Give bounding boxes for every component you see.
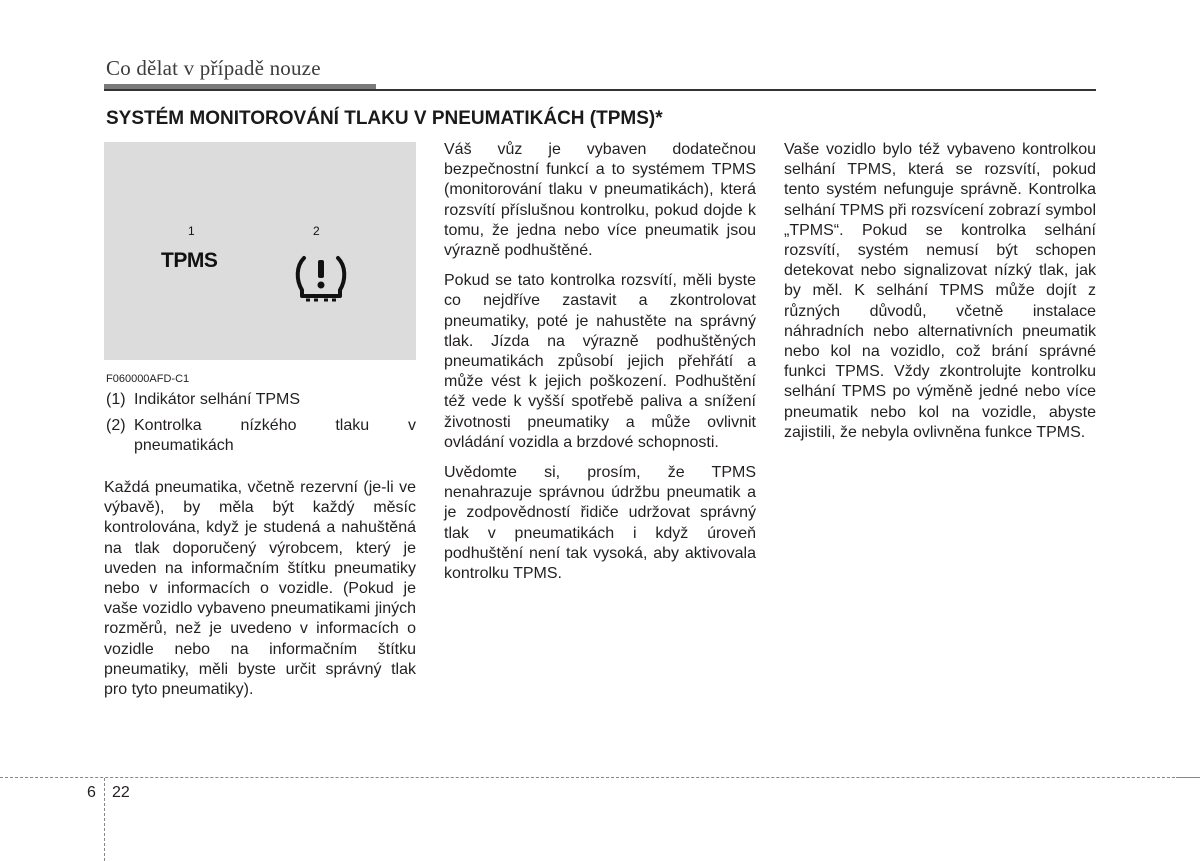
paragraph: Pokud se tato kontrolka rozsvítí, měli byste co nejdříve zastavit a zkontrolovat pneumatiky, poté je nahustěte na správný tlak. Jízda na výrazně podhuštěných pneumatikách způsobí jejich přehřátí a může vést k jejich poškození. Podhuštění též vede k vyšší spotřebě paliva a snížení životnosti pneumatiky a může ovlivnit ovládání vozidla a brzdové schopnosti.: [444, 272, 756, 451]
paragraph: Každá pneumatika, včetně rezervní (je-li ve výbavě), by měla být každý měsíc kontrolována, když je studená a nahuštěná na tlak doporučený výrobcem, který je uveden na informačním štítku pneumatiky nebo v informacích o vozidle. (Pokud je vaše vozidlo vybaveno pneumatikami jiných rozměrů, než je uvedeno v informacích o vozidle nebo na informačním štítku pneumatiky, měli byste určit správný tlak pro tyto pneumatiky).: [104, 479, 416, 699]
page-number: 22: [112, 784, 130, 801]
figure-legend: [106, 390, 416, 456]
paragraph: Uvědomte si, prosím, že TPMS nenahrazuje správnou údržbu pneumatik a je zodpovědností řidiče udržovat správný tlak v pneumatikách i když úroveň podhuštění není tak vysoká, aby aktivovala kontrolku TPMS.: [444, 464, 756, 583]
chapter-title: Co dělat v případě nouze: [106, 56, 321, 80]
footer-rule: [0, 777, 1200, 778]
tire-pressure-warning-icon: [294, 252, 348, 302]
figure-marker-1: 1: [188, 224, 195, 238]
legend-text: Kontrolka nízkého tlaku v pneumatikách: [134, 417, 416, 454]
figure-code: F060000AFD-C1: [106, 373, 190, 385]
tpms-indicator-label: TPMS: [161, 249, 218, 272]
tpms-figure: [104, 142, 416, 360]
chapter-number: 6: [87, 784, 96, 801]
paragraph: Váš vůz je vybaven dodatečnou bezpečnostní funkcí a to systémem TPMS (monitorování tlaku v pneumatikách), která rozsvítí příslušnou kontrolku, pokud dojde k tomu, že jedna nebo více pneumatik jsou výrazně podhuštěné.: [444, 141, 756, 260]
text-column-1: [104, 478, 416, 710]
paragraph: Vaše vozidlo bylo též vybaveno kontrolkou selhání TPMS, která se rozsvítí, pokud tento systém nefunguje správně. Kontrolka selhání TPMS při rozsvícení zobrazí symbol „TPMS“. Pokud se kontrolka selhání rozsvítí, systém nemusí být schopen detekovat nebo signalizovat nízký tlak, jak by měl. K selhání TPMS může dojít z různých důvodů, včetně instalace náhradních nebo alternativních pneumatik nebo kol na vozidlo, což brání správné funkci TPMS. Vždy zkontrolujte kontrolku selhání TPMS po výměně jedné nebo více pneumatik nebo kol na vozidle, abyste zajistili, že nebyla ovlivněna funkce TPMS.: [784, 141, 1096, 441]
legend-item: [106, 416, 416, 456]
text-column-2: [444, 140, 756, 594]
footer-rule-end: [1176, 777, 1200, 778]
legend-text: Indikátor selhání TPMS: [134, 391, 301, 408]
figure-marker-2: 2: [313, 224, 320, 238]
section-title: SYSTÉM MONITOROVÁNÍ TLAKU V PNEUMATIKÁCH (TPMS)*: [106, 108, 663, 129]
legend-item: [106, 390, 416, 410]
text-column-3: [784, 140, 1096, 453]
legend-number: (2): [106, 417, 126, 434]
header-rule: [104, 89, 1096, 91]
legend-number: (1): [106, 391, 126, 408]
footer-divider: [104, 778, 105, 861]
